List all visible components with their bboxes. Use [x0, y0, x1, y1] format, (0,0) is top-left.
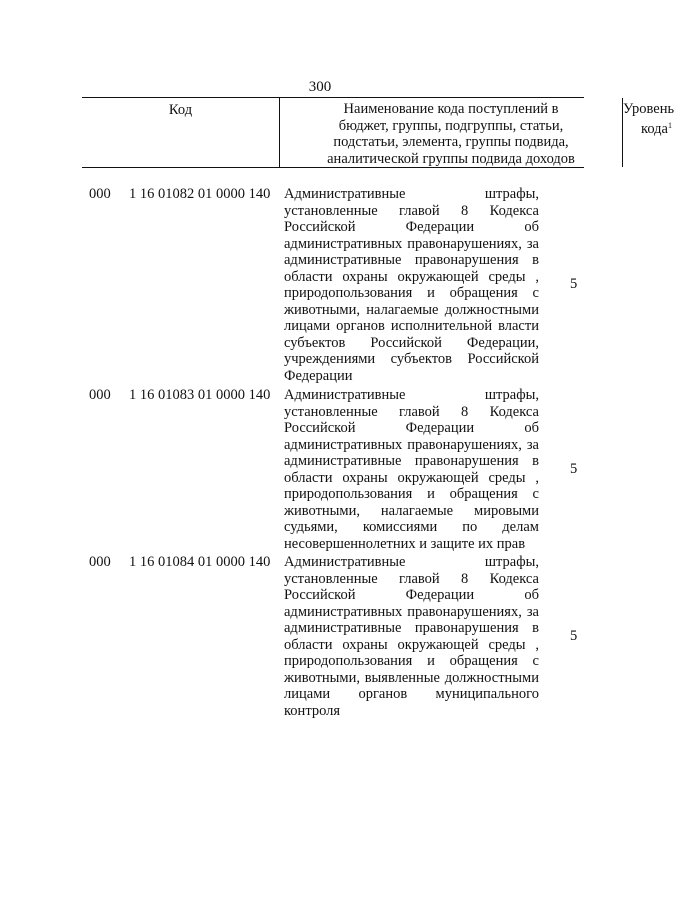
name-line: административных правонарушениях, за: [284, 603, 539, 620]
name-line: субъектов Российской Федерации,: [284, 334, 539, 351]
name-line: административных правонарушениях, за: [284, 436, 539, 453]
revenue-code: 1 16 01084 01 0000 140: [129, 554, 271, 570]
name-line: судьями, комиссиями по делам: [284, 519, 539, 535]
name-line: Федерации: [284, 367, 353, 384]
name-line: Административные штрафы,: [284, 186, 539, 202]
name-line: установленные главой 8 Кодекса: [284, 570, 539, 587]
name-line: учреждениями субъектов Российской: [284, 351, 539, 367]
header-level: [623, 98, 672, 167]
level-code: 5: [570, 276, 578, 292]
page-number: 300: [308, 79, 332, 95]
header-name: [279, 98, 623, 167]
header-name-line: аналитической группы подвида доходов: [327, 150, 575, 167]
name-line: области охраны окружающей среды ,: [284, 268, 539, 285]
header-level-line: Уровень: [623, 101, 674, 117]
header-name-line: Наименование кода поступлений в: [343, 101, 559, 117]
name-line: административные правонарушения в: [284, 453, 539, 469]
name-line: природопользования и обращения с: [284, 486, 539, 502]
name-line: лицами органов исполнительной власти: [284, 318, 539, 334]
footnote-mark: 1: [668, 120, 672, 130]
name-line: природопользования и обращения с: [284, 653, 539, 669]
name-line: административные правонарушения в: [284, 620, 539, 636]
name-line: Российской Федерации об: [284, 587, 539, 603]
name-line: животными, выявленные должностными: [284, 669, 539, 686]
revenue-code: 1 16 01082 01 0000 140: [129, 186, 271, 202]
table-header: [82, 97, 674, 168]
name-line: Российской Федерации об: [284, 420, 539, 436]
name-line: животными, налагаемые должностными: [284, 301, 539, 318]
name-line: установленные главой 8 Кодекса: [284, 202, 539, 219]
revenue-name: [284, 554, 539, 719]
name-line: Российской Федерации об: [284, 219, 539, 235]
name-line: административных правонарушениях, за: [284, 235, 539, 252]
revenue-code: 1 16 01083 01 0000 140: [129, 387, 271, 403]
revenue-name: [284, 387, 539, 552]
header-level-line: [623, 118, 672, 138]
name-line: административные правонарушения в: [284, 252, 539, 268]
name-line: установленные главой 8 Кодекса: [284, 403, 539, 420]
revenue-name: [284, 186, 539, 384]
admin-code: 000: [89, 387, 111, 403]
name-line: животными, налагаемые мировыми: [284, 502, 539, 519]
header-level-text: кода: [641, 120, 668, 137]
level-code: 5: [570, 628, 578, 644]
admin-code: 000: [89, 186, 111, 202]
header-code: Код: [168, 102, 193, 118]
name-line: лицами органов муниципального: [284, 686, 539, 702]
header-name-line: бюджет, группы, подгруппы, статьи,: [338, 117, 564, 134]
admin-code: 000: [89, 554, 111, 570]
name-line: Административные штрафы,: [284, 387, 539, 403]
name-line: несовершеннолетних и защите их прав: [284, 535, 526, 552]
name-line: области охраны окружающей среды ,: [284, 636, 539, 653]
name-line: природопользования и обращения с: [284, 285, 539, 301]
name-line: области охраны окружающей среды ,: [284, 469, 539, 486]
name-line: Административные штрафы,: [284, 554, 539, 570]
level-code: 5: [570, 461, 578, 477]
name-line: контроля: [284, 702, 341, 719]
header-name-line: подстатьи, элемента, группы подвида,: [333, 134, 569, 150]
